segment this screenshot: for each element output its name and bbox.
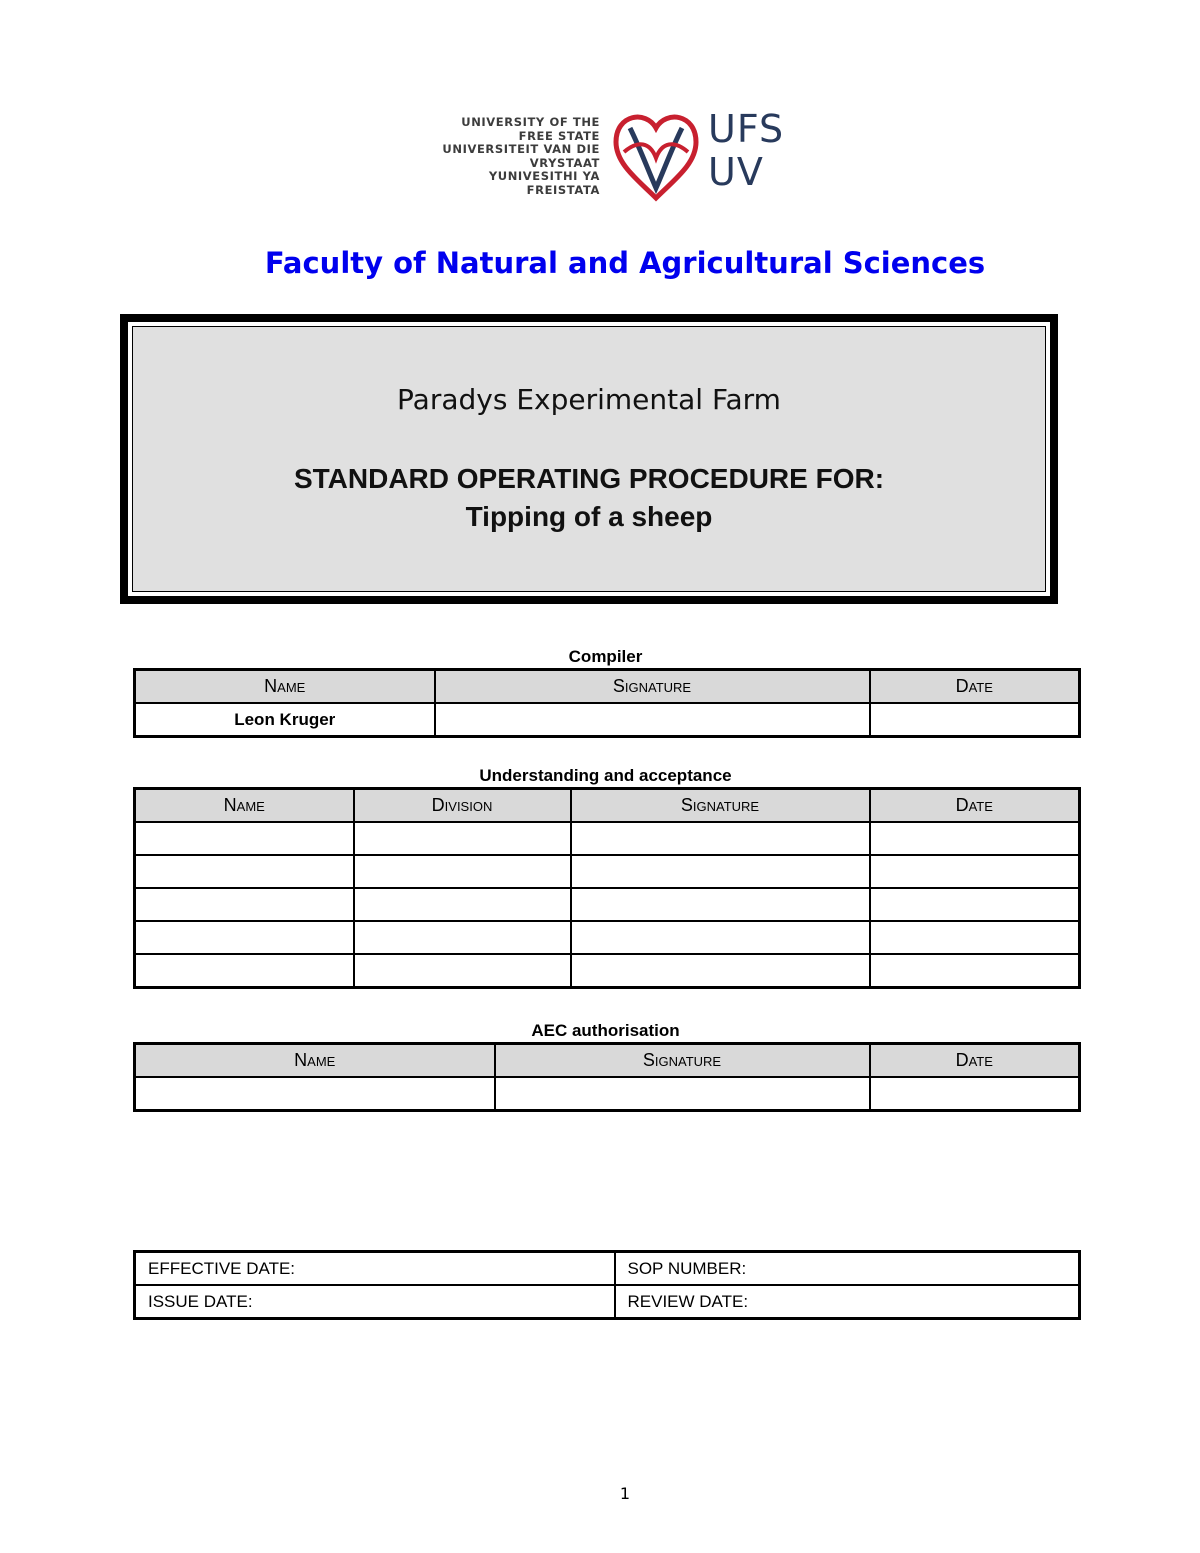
signature-cell[interactable]: [571, 822, 870, 855]
procedure-title: Tipping of a sheep: [465, 501, 713, 532]
logo-line: UNIVERSITY OF THE: [461, 115, 600, 129]
farm-name: Paradys Experimental Farm: [397, 383, 781, 416]
table-row: [135, 1077, 1080, 1111]
table-row: [135, 888, 1080, 921]
date-cell[interactable]: [870, 822, 1080, 855]
division-cell[interactable]: [354, 822, 571, 855]
column-header-date: Date: [870, 670, 1080, 704]
logo-abbr-line: UFS: [708, 107, 785, 151]
column-header-signature: Signature: [495, 1044, 870, 1078]
logo-abbr-line: UV: [708, 150, 764, 194]
compiler-date-cell[interactable]: [870, 703, 1080, 737]
date-cell[interactable]: [870, 1077, 1080, 1111]
name-cell[interactable]: [135, 822, 354, 855]
column-header-signature: Signature: [571, 789, 870, 823]
name-cell[interactable]: [135, 855, 354, 888]
compiler-table: [133, 668, 1081, 738]
logo-line: FREE STATE: [518, 128, 600, 143]
table-header-row: [135, 1044, 1080, 1078]
title-box: [120, 314, 1058, 604]
table-header-row: [135, 670, 1080, 704]
university-logo: [440, 108, 810, 208]
column-header-name: Name: [135, 670, 435, 704]
sop-heading: STANDARD OPERATING PROCEDURE FOR:: [293, 463, 885, 494]
heart-emblem-icon: [610, 108, 702, 203]
date-cell[interactable]: [870, 855, 1080, 888]
logo-line: VRYSTAAT: [529, 155, 600, 170]
signature-cell[interactable]: [495, 1077, 870, 1111]
name-cell[interactable]: [135, 921, 354, 954]
review-date-field[interactable]: REVIEW DATE:: [615, 1285, 1080, 1319]
column-header-name: Name: [135, 789, 354, 823]
acceptance-label: Understanding and acceptance: [479, 766, 732, 785]
table-row: [135, 1285, 1080, 1319]
table-row: [135, 1252, 1080, 1286]
issue-date-field[interactable]: ISSUE DATE:: [135, 1285, 615, 1319]
division-cell[interactable]: [354, 954, 571, 988]
signature-cell[interactable]: [571, 855, 870, 888]
column-header-division: Division: [354, 789, 571, 823]
column-header-name: Name: [135, 1044, 495, 1078]
faculty-heading: Faculty of Natural and Agricultural Sciences: [264, 246, 986, 280]
name-cell[interactable]: [135, 1077, 495, 1111]
column-header-date: Date: [870, 1044, 1080, 1078]
title-box-inner: [132, 326, 1046, 592]
logo-line: YUNIVESITHI YA: [488, 169, 600, 184]
table-row: [135, 822, 1080, 855]
signature-cell[interactable]: [571, 954, 870, 988]
aec-table: [133, 1042, 1081, 1112]
table-row: [135, 954, 1080, 988]
logo-line: UNIVERSITEIT VAN DIE: [442, 142, 600, 157]
division-cell[interactable]: [354, 921, 571, 954]
division-cell[interactable]: [354, 855, 571, 888]
signature-cell[interactable]: [571, 888, 870, 921]
sop-dates-table: [133, 1250, 1081, 1320]
acceptance-table: [133, 787, 1081, 989]
division-cell[interactable]: [354, 888, 571, 921]
table-row: [135, 855, 1080, 888]
logo-wordmark: [440, 116, 600, 198]
table-row: [135, 703, 1080, 737]
name-cell[interactable]: [135, 954, 354, 988]
table-row: [135, 921, 1080, 954]
compiler-name-cell: Leon Kruger: [135, 703, 435, 737]
logo-line: FREISTATA: [526, 182, 600, 197]
table-header-row: [135, 789, 1080, 823]
signature-cell[interactable]: [571, 921, 870, 954]
compiler-signature-cell[interactable]: [435, 703, 870, 737]
logo-abbreviation: [708, 108, 784, 194]
column-header-date: Date: [870, 789, 1080, 823]
compiler-label: Compiler: [568, 647, 643, 666]
page-number: 1: [619, 1484, 631, 1503]
date-cell[interactable]: [870, 888, 1080, 921]
effective-date-field[interactable]: EFFECTIVE DATE:: [135, 1252, 615, 1286]
name-cell[interactable]: [135, 888, 354, 921]
date-cell[interactable]: [870, 921, 1080, 954]
sop-number-field[interactable]: SOP NUMBER:: [615, 1252, 1080, 1286]
aec-label: AEC authorisation: [531, 1021, 680, 1040]
date-cell[interactable]: [870, 954, 1080, 988]
column-header-signature: Signature: [435, 670, 870, 704]
